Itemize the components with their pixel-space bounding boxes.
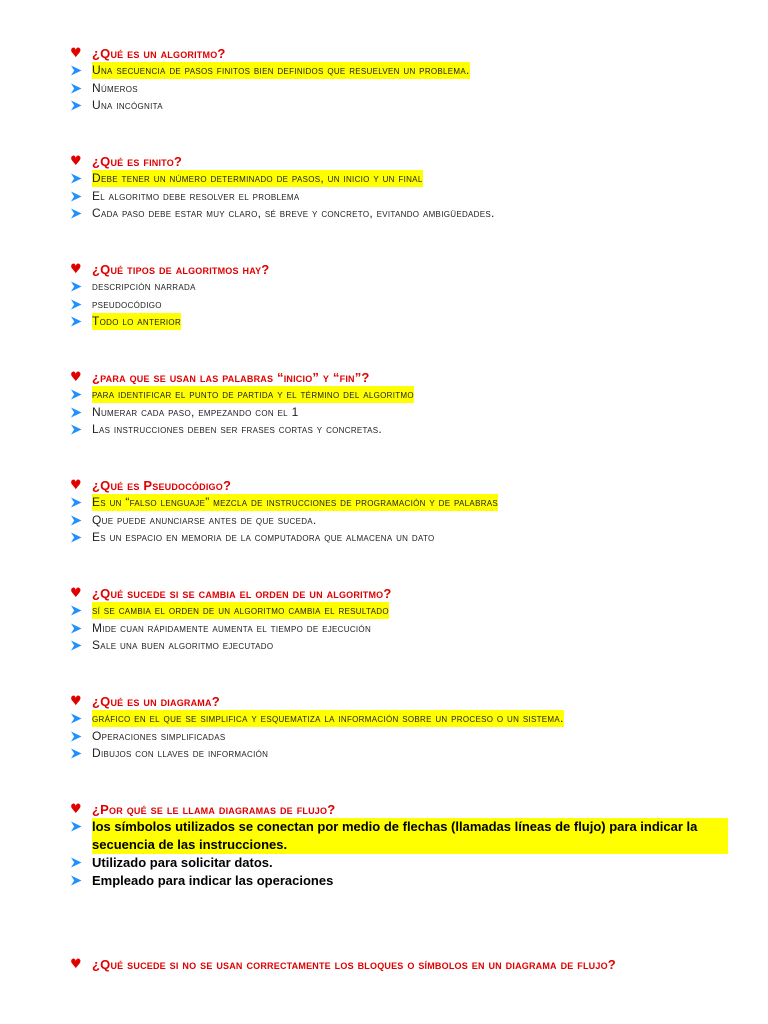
question-row [68, 260, 728, 278]
arrow-bullet-icon [70, 296, 84, 310]
answer-option [68, 62, 728, 80]
heart-icon: ♥ [70, 153, 82, 169]
arrow-bullet-icon [70, 188, 84, 202]
question-text: ¿Qué sucede si se cambia el orden de un algoritmo? [92, 585, 392, 601]
question-row [68, 368, 728, 386]
arrow-bullet-icon [70, 494, 84, 508]
answer-text: pseudocódigo [92, 296, 162, 311]
answer-text: Operaciones simplificadas [92, 728, 226, 743]
arrow-bullet-icon [70, 728, 84, 742]
question-row [68, 476, 728, 494]
arrow-bullet-icon [70, 818, 84, 832]
question-block [68, 955, 728, 973]
answer-option [68, 494, 728, 512]
arrow-bullet-icon [70, 512, 84, 526]
question-block [68, 368, 728, 439]
highlighted-answer: Debe tener un número determinado de pasos, un inicio y un final [92, 171, 423, 185]
highlighted-answer: Todo lo anterior [92, 314, 182, 328]
question-row [68, 955, 728, 973]
answer-option [68, 728, 728, 746]
answer-text: Empleado para indicar las operaciones [92, 873, 334, 888]
heart-icon: ♥ [70, 585, 82, 601]
arrow-bullet-icon [70, 404, 84, 418]
answer-option [68, 386, 728, 404]
question-row [68, 800, 728, 818]
heart-icon: ♥ [70, 45, 82, 61]
answer-option [68, 854, 728, 872]
answer-text: El algoritmo debe resolver el problema [92, 188, 300, 203]
answer-text: Que puede anunciarse antes de que suceda. [92, 512, 317, 527]
question-text: ¿Qué es Pseudocódigo? [92, 477, 232, 493]
answer-option [68, 296, 728, 314]
answer-option [68, 512, 728, 530]
arrow-bullet-icon [70, 710, 84, 724]
highlighted-answer: los símbolos utilizados se conectan por medio de flechas (llamadas líneas de flujo) para indicar la secuencia de las instrucciones. [92, 818, 728, 854]
answer-option [68, 872, 728, 890]
answer-option [68, 205, 728, 223]
heart-icon: ♥ [70, 477, 82, 493]
highlighted-answer: Una secuencia de pasos finitos bien definidos que resuelven un problema. [92, 63, 470, 77]
answer-option [68, 278, 728, 296]
question-text: ¿Qué es un diagrama? [92, 693, 220, 709]
question-text: ¿Qué es un algoritmo? [92, 45, 226, 61]
arrow-bullet-icon [70, 421, 84, 435]
question-text: ¿Por qué se le llama diagramas de flujo? [92, 801, 336, 817]
answer-text: descripción narrada [92, 279, 196, 293]
question-block [68, 44, 728, 115]
arrow-bullet-icon [70, 637, 84, 651]
question-text: ¿Qué sucede si no se usan correctamente los bloques o símbolos en un diagrama de flujo? [92, 956, 616, 972]
arrow-bullet-icon [70, 529, 84, 543]
arrow-bullet-icon [70, 313, 84, 327]
question-text: ¿Qué es finito? [92, 153, 183, 169]
answer-text: Cada paso debe estar muy claro, sé breve y concreto, evitando ambigüedades. [92, 206, 495, 220]
heart-icon: ♥ [70, 801, 82, 817]
arrow-bullet-icon [70, 97, 84, 111]
answer-option [68, 188, 728, 206]
arrow-bullet-icon [70, 620, 84, 634]
question-row [68, 44, 728, 62]
arrow-bullet-icon [70, 872, 84, 886]
question-text: ¿Qué tipos de algoritmos hay? [92, 261, 270, 277]
heart-icon: ♥ [70, 693, 82, 709]
highlighted-answer: sí se cambia el orden de un algoritmo cambia el resultado [92, 603, 389, 617]
answer-option [68, 313, 728, 331]
heart-icon: ♥ [70, 369, 82, 385]
question-block [68, 260, 728, 331]
answer-text: Dibujos con llaves de información [92, 746, 269, 760]
answer-option [68, 745, 728, 763]
answer-text: Una incógnita [92, 98, 163, 112]
answer-text: Es un espacio en memoria de la computadora que almacena un dato [92, 530, 435, 544]
arrow-bullet-icon [70, 62, 84, 76]
question-text: ¿para que se usan las palabras “inicio” y “fin”? [92, 369, 370, 385]
question-row [68, 152, 728, 170]
arrow-bullet-icon [70, 170, 84, 184]
answer-option [68, 97, 728, 115]
question-block [68, 692, 728, 763]
question-block [68, 152, 728, 223]
highlighted-answer: para identificar el punto de partida y el término del algoritmo [92, 387, 414, 401]
answer-text: Mide cuan rápidamente aumenta el tiempo de ejecución [92, 620, 372, 635]
question-row [68, 692, 728, 710]
answer-option [68, 637, 728, 655]
heart-icon: ♥ [70, 956, 82, 972]
answer-option [68, 170, 728, 188]
question-row [68, 584, 728, 602]
answer-text: Las instrucciones deben ser frases cortas y concretas. [92, 422, 383, 436]
answer-option [68, 710, 728, 728]
answer-option [68, 602, 728, 620]
answer-text: Utilizado para solicitar datos. [92, 855, 273, 870]
answer-option [68, 421, 728, 439]
arrow-bullet-icon [70, 80, 84, 94]
answer-text: Numerar cada paso, empezando con el 1 [92, 404, 299, 419]
answer-text: Números [92, 80, 138, 95]
highlighted-answer: gráfico en el que se simplifica y esquematiza la información sobre un proceso o un sistema. [92, 711, 564, 725]
question-block [68, 584, 728, 655]
arrow-bullet-icon [70, 278, 84, 292]
arrow-bullet-icon [70, 854, 84, 868]
question-block [68, 476, 728, 547]
answer-option [68, 818, 728, 854]
arrow-bullet-icon [70, 386, 84, 400]
answer-option [68, 620, 728, 638]
arrow-bullet-icon [70, 602, 84, 616]
answer-option [68, 80, 728, 98]
heart-icon: ♥ [70, 261, 82, 277]
arrow-bullet-icon [70, 745, 84, 759]
answer-text: Sale una buen algoritmo ejecutado [92, 638, 274, 652]
answer-option [68, 529, 728, 547]
arrow-bullet-icon [70, 205, 84, 219]
answer-option [68, 404, 728, 422]
highlighted-answer: Es un “falso lenguaje” mezcla de instrucciones de programación y de palabras [92, 495, 499, 509]
question-block [68, 800, 728, 890]
